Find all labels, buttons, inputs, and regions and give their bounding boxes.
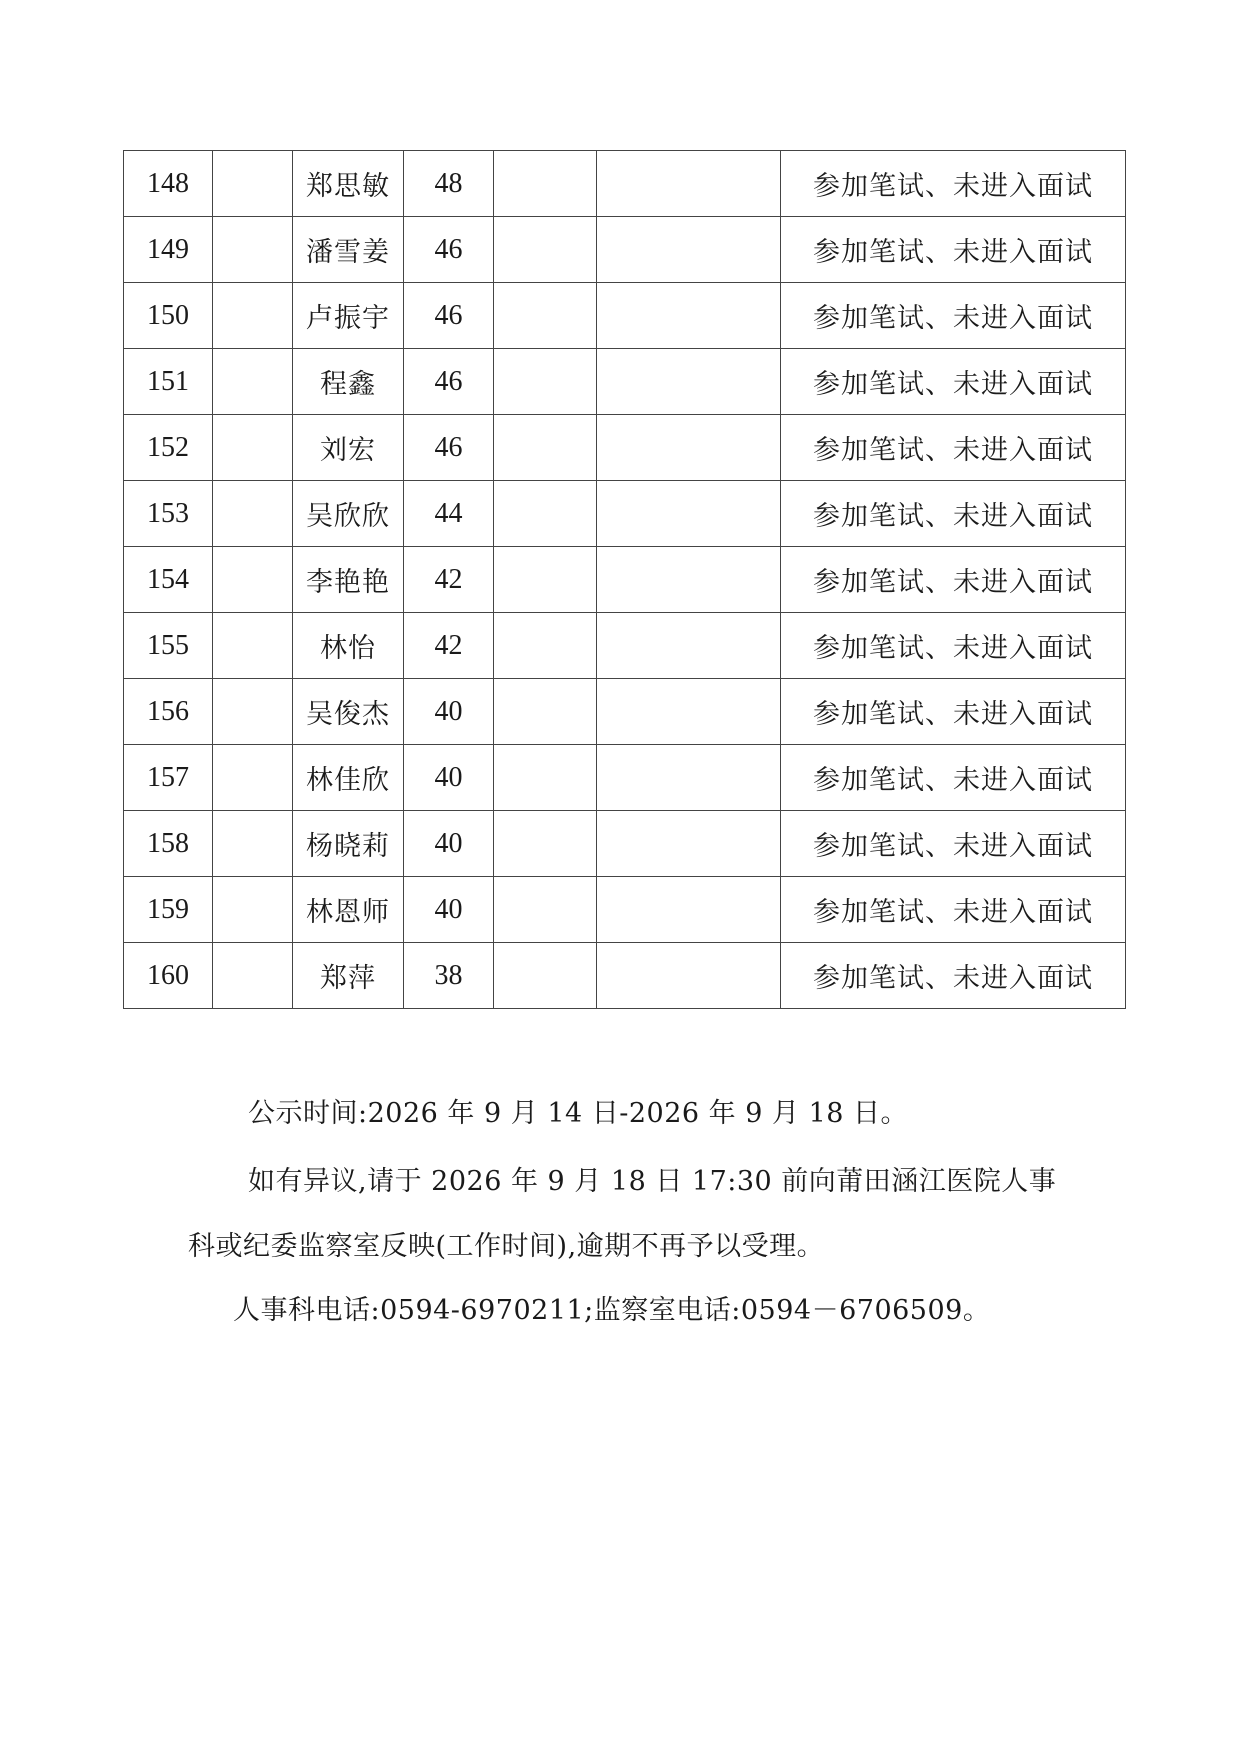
cell-status: 参加笔试、未进入面试: [781, 217, 1126, 283]
cell-empty: [494, 547, 597, 613]
cell-score: 40: [404, 811, 494, 877]
cell-empty: [597, 877, 781, 943]
cell-name: 林佳欣: [293, 745, 404, 811]
cell-score: 40: [404, 745, 494, 811]
table-row: [124, 679, 1126, 745]
cell-empty: [213, 745, 293, 811]
cell-name: 程鑫: [293, 349, 404, 415]
cell-number: 149: [124, 217, 213, 283]
cell-status: 参加笔试、未进入面试: [781, 415, 1126, 481]
results-table-body: [124, 151, 1126, 1009]
cell-empty: [597, 547, 781, 613]
cell-empty: [597, 481, 781, 547]
cell-empty: [597, 415, 781, 481]
table-row: [124, 943, 1126, 1009]
cell-name: 吴欣欣: [293, 481, 404, 547]
table-row: [124, 349, 1126, 415]
cell-number: 158: [124, 811, 213, 877]
cell-empty: [213, 217, 293, 283]
table-row: [124, 811, 1126, 877]
notice-objection-line-1: 如有异议,请于 2026 年 9 月 18 日 17:30 前向莆田涵江医院人事: [248, 1166, 1057, 1197]
table-row: [124, 217, 1126, 283]
cell-status: 参加笔试、未进入面试: [781, 613, 1126, 679]
cell-score: 38: [404, 943, 494, 1009]
table-row: [124, 415, 1126, 481]
cell-empty: [213, 151, 293, 217]
table-row: [124, 745, 1126, 811]
cell-empty: [494, 481, 597, 547]
cell-number: 157: [124, 745, 213, 811]
table-row: [124, 877, 1126, 943]
table-row: [124, 283, 1126, 349]
cell-empty: [597, 283, 781, 349]
cell-number: 148: [124, 151, 213, 217]
cell-empty: [494, 877, 597, 943]
cell-empty: [494, 679, 597, 745]
cell-number: 155: [124, 613, 213, 679]
cell-empty: [494, 217, 597, 283]
cell-number: 152: [124, 415, 213, 481]
cell-empty: [494, 811, 597, 877]
results-table: [123, 150, 1126, 1009]
cell-name: 杨晓莉: [293, 811, 404, 877]
cell-score: 46: [404, 415, 494, 481]
cell-name: 李艳艳: [293, 547, 404, 613]
cell-empty: [494, 415, 597, 481]
cell-score: 46: [404, 349, 494, 415]
cell-number: 156: [124, 679, 213, 745]
cell-name: 刘宏: [293, 415, 404, 481]
cell-empty: [213, 283, 293, 349]
cell-status: 参加笔试、未进入面试: [781, 481, 1126, 547]
cell-score: 40: [404, 679, 494, 745]
cell-name: 吴俊杰: [293, 679, 404, 745]
cell-empty: [213, 811, 293, 877]
cell-empty: [213, 547, 293, 613]
cell-name: 潘雪姜: [293, 217, 404, 283]
cell-empty: [213, 679, 293, 745]
cell-empty: [494, 745, 597, 811]
notice-period: 公示时间:2026 年 9 月 14 日-2026 年 9 月 18 日。: [248, 1098, 909, 1129]
cell-score: 46: [404, 217, 494, 283]
table-row: [124, 613, 1126, 679]
cell-status: 参加笔试、未进入面试: [781, 811, 1126, 877]
cell-empty: [597, 811, 781, 877]
cell-number: 153: [124, 481, 213, 547]
cell-empty: [213, 415, 293, 481]
cell-number: 159: [124, 877, 213, 943]
cell-name: 郑思敏: [293, 151, 404, 217]
cell-score: 42: [404, 613, 494, 679]
cell-status: 参加笔试、未进入面试: [781, 283, 1126, 349]
cell-status: 参加笔试、未进入面试: [781, 349, 1126, 415]
cell-empty: [213, 349, 293, 415]
cell-number: 150: [124, 283, 213, 349]
cell-score: 44: [404, 481, 494, 547]
notice-objection-line-2: 科或纪委监察室反映(工作时间),逾期不再予以受理。: [188, 1231, 825, 1262]
cell-status: 参加笔试、未进入面试: [781, 679, 1126, 745]
cell-empty: [597, 943, 781, 1009]
cell-name: 郑萍: [293, 943, 404, 1009]
cell-empty: [213, 943, 293, 1009]
table-row: [124, 151, 1126, 217]
cell-empty: [597, 613, 781, 679]
cell-number: 154: [124, 547, 213, 613]
table-row: [124, 547, 1126, 613]
cell-empty: [494, 151, 597, 217]
notice-contacts: 人事科电话:0594-6970211;监察室电话:0594－6706509。: [233, 1295, 991, 1326]
cell-status: 参加笔试、未进入面试: [781, 151, 1126, 217]
cell-empty: [213, 877, 293, 943]
cell-score: 46: [404, 283, 494, 349]
table-row: [124, 481, 1126, 547]
cell-name: 卢振宇: [293, 283, 404, 349]
cell-empty: [494, 349, 597, 415]
cell-status: 参加笔试、未进入面试: [781, 745, 1126, 811]
cell-status: 参加笔试、未进入面试: [781, 943, 1126, 1009]
cell-score: 48: [404, 151, 494, 217]
cell-status: 参加笔试、未进入面试: [781, 877, 1126, 943]
cell-number: 160: [124, 943, 213, 1009]
cell-empty: [597, 745, 781, 811]
cell-empty: [494, 613, 597, 679]
cell-empty: [494, 943, 597, 1009]
cell-empty: [597, 679, 781, 745]
cell-name: 林怡: [293, 613, 404, 679]
cell-status: 参加笔试、未进入面试: [781, 547, 1126, 613]
cell-name: 林恩师: [293, 877, 404, 943]
cell-score: 40: [404, 877, 494, 943]
cell-empty: [597, 151, 781, 217]
cell-empty: [213, 613, 293, 679]
cell-number: 151: [124, 349, 213, 415]
cell-empty: [597, 349, 781, 415]
cell-empty: [494, 283, 597, 349]
cell-score: 42: [404, 547, 494, 613]
cell-empty: [213, 481, 293, 547]
cell-empty: [597, 217, 781, 283]
